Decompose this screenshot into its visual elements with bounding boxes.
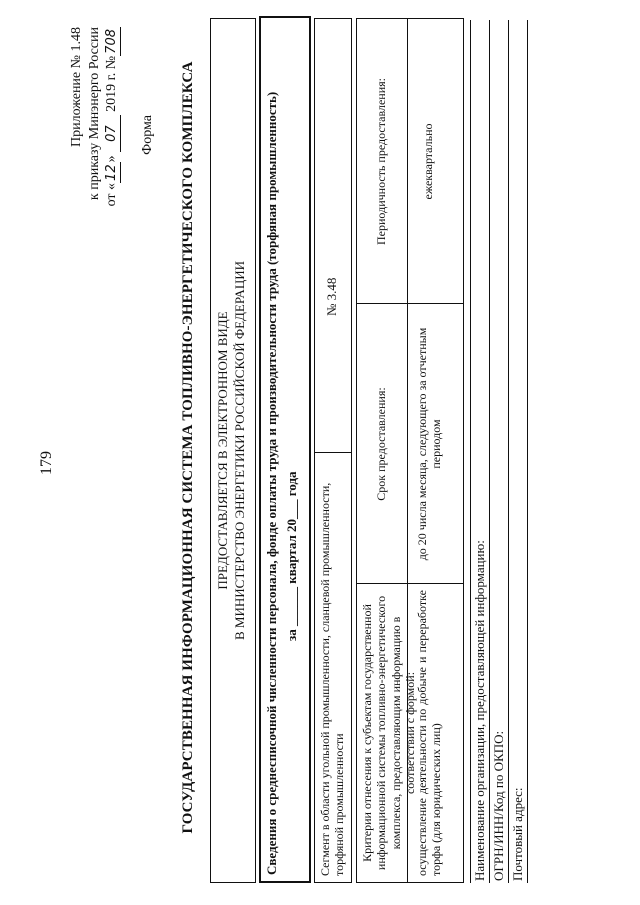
page-number: 179: [38, 451, 55, 475]
criteria-table: [356, 18, 464, 883]
value-deadline: до 20 числа месяца, следующего за отчетным периодом: [415, 327, 444, 561]
appendix-month: 07: [104, 115, 121, 152]
footer-rule-3: [527, 20, 528, 883]
appendix-line-3: [103, 27, 121, 206]
header-frequency: Периодичность предоставления:: [374, 78, 388, 245]
form-label: Форма: [140, 115, 155, 155]
header-deadline: Срок предоставления:: [374, 387, 388, 501]
appendix-day: 12: [104, 162, 121, 183]
ogrn-label: ОГРН/ИНН/Код по ОКПО:: [491, 730, 506, 881]
appendix-date-sep: »: [104, 151, 119, 163]
appendix-line-1: Приложение № 1.48: [69, 27, 84, 147]
footer-rule-top: [470, 20, 471, 883]
appendix-date-prefix: от «: [104, 182, 119, 207]
info-title: Сведения о среднесписочной численности персонала, фонде оплаты труда и производительности труда (торфяная промышленность): [264, 91, 279, 875]
address-label: Почтовый адрес:: [510, 787, 525, 881]
appendix-order-number: 708: [104, 27, 121, 56]
segment-label: Сегмент в области угольной промышленности, сланцевой промышленности, торфяной промышленности: [318, 482, 347, 876]
segment-number: № 3.48: [324, 277, 339, 316]
info-period: за ______ квартал 20___ года: [284, 471, 299, 641]
footer-rule-2: [508, 20, 509, 883]
appendix-year: 2019 г. №: [104, 55, 119, 116]
info-title-box: [259, 16, 311, 883]
criteria-column-divider-1: [357, 583, 463, 584]
submission-line-1: ПРЕДОСТАВЛЯЕТСЯ В ЭЛЕКТРОННОМ ВИДЕ: [215, 311, 230, 590]
segment-label-cell: [315, 452, 351, 882]
main-title: ГОСУДАРСТВЕННАЯ ИНФОРМАЦИОННАЯ СИСТЕМА ТОПЛИВНО-ЭНЕРГЕТИЧЕСКОГО КОМПЛЕКСА: [180, 61, 196, 834]
footer-rule-1: [489, 20, 490, 883]
submission-box: [210, 18, 256, 883]
value-criteria: осуществление деятельности по добыче и переработке торфа (для юридических лиц): [415, 590, 444, 876]
header-criteria: Критерии отнесения к субъектам государственной информационной системы топливно-энергетического комплекса, предоставляющим информацию в соответствии с формой:: [360, 595, 418, 871]
value-frequency: ежеквартально: [421, 123, 435, 200]
submission-line-2: В МИНИСТЕРСТВО ЭНЕРГЕТИКИ РОССИЙСКОЙ ФЕДЕРАЦИИ: [232, 261, 247, 640]
appendix-line-2: к приказу Минэнерго России: [86, 27, 102, 201]
appendix-block: [68, 27, 121, 206]
criteria-column-divider-2: [357, 303, 463, 304]
segment-table: [314, 18, 352, 883]
org-name-label: Наименование организации, предоставляющей информацию:: [472, 540, 487, 881]
